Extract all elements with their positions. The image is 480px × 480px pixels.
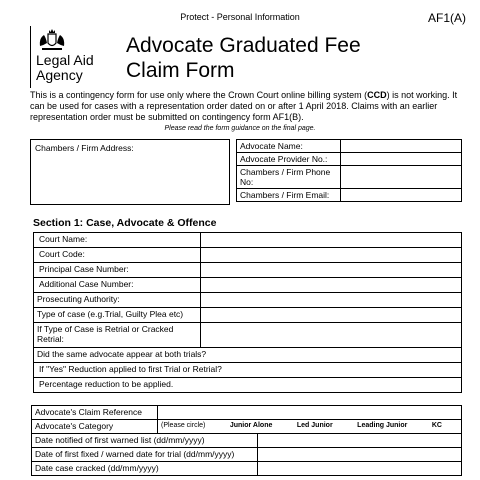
reduction-applied-label: If "Yes" Reduction applied to first Trial or Retrial? [39, 364, 222, 374]
form-title-line-1: Advocate Graduated Fee [126, 34, 361, 57]
email-label: Chambers / Firm Email: [237, 189, 341, 202]
court-code-field[interactable] [201, 248, 462, 263]
principal-case-number-field[interactable] [201, 263, 462, 278]
category-option-junior-alone[interactable]: Junior Alone [229, 422, 273, 429]
table-row [237, 140, 462, 153]
advocate-category-label: Advocate's Category [32, 420, 158, 434]
table-row [237, 189, 462, 202]
principal-case-number-label: Principal Case Number: [34, 263, 201, 278]
agency-logo-text [36, 53, 94, 83]
table-row [34, 293, 462, 308]
provider-number-field[interactable] [341, 153, 462, 166]
email-field[interactable] [341, 189, 462, 202]
first-fixed-date-label: Date of first fixed / warned date for trial (dd/mm/yyyy) [32, 448, 258, 462]
claim-reference-field[interactable] [158, 406, 462, 420]
first-warned-list-label: Date notified of first warned list (dd/mm/yyyy) [32, 434, 258, 448]
court-name-field[interactable] [201, 233, 462, 248]
case-cracked-date-field[interactable] [258, 462, 462, 476]
case-type-label: Type of case (e.g.Trial, Guilty Plea etc) [34, 308, 201, 323]
table-row [34, 278, 462, 293]
prosecuting-authority-label: Prosecuting Authority: [34, 293, 201, 308]
advocate-category-options [158, 420, 462, 434]
section-1-table [33, 232, 462, 393]
guidance-note: Please read the form guidance on the final page. [164, 125, 316, 132]
additional-case-number-label: Additional Case Number: [34, 278, 201, 293]
claim-reference-label: Advocate's Claim Reference [32, 406, 158, 420]
chambers-address-label: Chambers / Firm Address: [35, 143, 134, 153]
intro-text-2: ) is not working. It can be used for cases with a representation order dated on or after 1 April 2018. Claims with an earlier representation order must be submitted on contingency form AF1(B). [30, 90, 458, 122]
table-row [34, 378, 462, 393]
form-code: AF1(A) [427, 11, 466, 25]
advocate-name-field[interactable] [341, 140, 462, 153]
first-warned-list-field[interactable] [258, 434, 462, 448]
advocate-name-label: Advocate Name: [237, 140, 341, 153]
category-option-kc[interactable]: KC [431, 422, 442, 429]
same-advocate-row[interactable] [34, 348, 462, 363]
table-row [32, 406, 462, 420]
table-row [34, 323, 462, 348]
logo-line-1: Legal Aid [36, 52, 94, 68]
claim-details-table [31, 405, 462, 476]
table-row [237, 153, 462, 166]
phone-field[interactable] [341, 166, 462, 189]
section-1-heading: Section 1: Case, Advocate & Offence [33, 217, 217, 229]
chambers-address-box[interactable] [30, 139, 230, 205]
logo-divider [30, 26, 31, 88]
court-code-label: Court Code: [34, 248, 201, 263]
intro-ccd: CCD [367, 90, 387, 100]
table-row [34, 248, 462, 263]
royal-crest-logo [36, 26, 68, 52]
table-row [34, 348, 462, 363]
table-row [34, 308, 462, 323]
case-type-field[interactable] [201, 308, 462, 323]
reduction-applied-row[interactable] [34, 363, 462, 378]
additional-case-number-field[interactable] [201, 278, 462, 293]
table-row [32, 462, 462, 476]
intro-text-1: This is a contingency form for use only where the Crown Court online billing system ( [30, 90, 368, 100]
table-row [32, 434, 462, 448]
logo-line-2: Agency [36, 67, 83, 83]
intro-paragraph [30, 90, 468, 123]
case-cracked-date-label: Date case cracked (dd/mm/yyyy) [32, 462, 258, 476]
table-row [32, 420, 462, 434]
provider-number-label: Advocate Provider No.: [237, 153, 341, 166]
court-name-label: Court Name: [34, 233, 201, 248]
table-row [34, 263, 462, 278]
form-title-line-2: Claim Form [126, 59, 235, 82]
category-option-led-junior[interactable]: Led Junior [296, 422, 333, 429]
advocate-details-table [236, 139, 462, 202]
same-advocate-label: Did the same advocate appear at both trials? [37, 349, 207, 359]
first-fixed-date-field[interactable] [258, 448, 462, 462]
category-option-leading-junior[interactable]: Leading Junior [357, 422, 408, 429]
table-row [32, 448, 462, 462]
retrial-label: If Type of Case is Retrial or Cracked Retrial: [34, 323, 201, 348]
table-row [34, 363, 462, 378]
phone-label: Chambers / Firm Phone No: [237, 166, 341, 189]
table-row [34, 233, 462, 248]
protect-marking: Protect - Personal Information [180, 12, 300, 22]
form-title [126, 33, 361, 83]
table-row [237, 166, 462, 189]
prosecuting-authority-field[interactable] [201, 293, 462, 308]
retrial-field[interactable] [201, 323, 462, 348]
percentage-reduction-label: Percentage reduction to be applied. [39, 379, 174, 389]
percentage-reduction-row[interactable] [34, 378, 462, 393]
circle-hint: (Please circle) [161, 422, 206, 429]
